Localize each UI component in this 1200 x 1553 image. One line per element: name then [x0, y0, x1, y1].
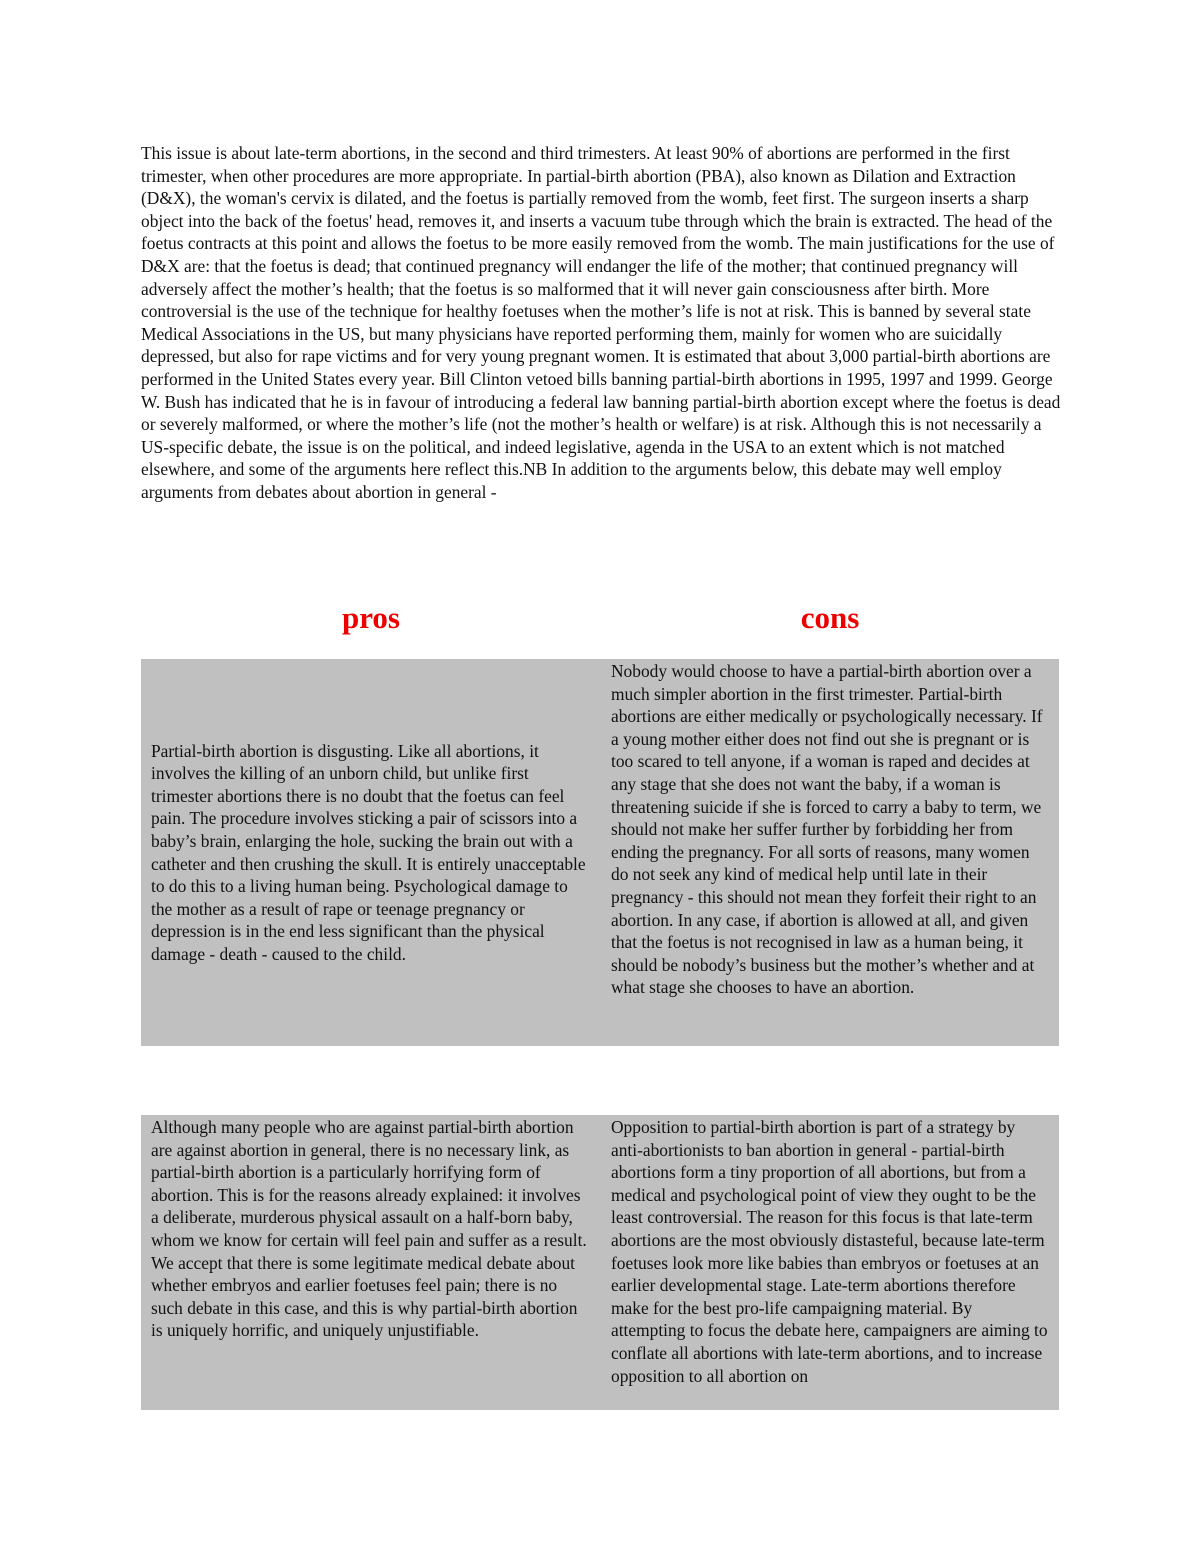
con-argument-text: Opposition to partial-birth abortion is part of a strategy by anti-abortionists to ban abortion in general - partial-birth abortions form a tiny proportion of all abortions, but from a medical and psychological point of view they ought to be the least controversial. The reason for this focus is that late-term abortions are the most obviously distasteful, because late-term foetuses look more like babies than embryos or foetuses at an earlier developmental stage. Late-term abortions therefore make for the best pro-life campaigning material. By attempting to focus the debate here, campaigners are aiming to conflate all abortions with late-term abortions, and to increase opposition to all abortion on [611, 1117, 1048, 1386]
pro-argument-text: Partial-birth abortion is disgusting. Like all abortions, it involves the killing of an unborn child, but unlike first trimester abortions there is no doubt that the foetus can feel pain. The procedure involves sticking a pair of scissors into a baby’s brain, enlarging the hole, sucking the brain out with a catheter and then crushing the skull. It is entirely unacceptable to do this to a living human being. Psychological damage to the mother as a result of rape or teenage pregnancy or depression is in the end less significant than the physical damage - death - caused to the child. [151, 740, 586, 964]
con-argument-cell [601, 1115, 1059, 1410]
intro-paragraph: This issue is about late-term abortions, in the second and third trimesters. At least 90% of abortions are performed in the first trimester, when other procedures are more appropriate. In partial-birth abortion (PBA), also known as Dilation and Extraction (D&X), the woman's cervix is dilated, and the foetus is partially removed from the womb, feet first. The surgeon inserts a sharp object into the back of the foetus' head, removes it, and inserts a vacuum tube through which the brain is extracted. The head of the foetus contracts at this point and allows the foetus to be more easily removed from the womb. The main justifications for the use of D&X are: that the foetus is dead; that continued pregnancy will endanger the life of the mother; that continued pregnancy will adversely affect the mother’s health; that the foetus is so malformed that it will never gain consciousness after birth. More controversial is the use of the technique for healthy foetuses when the mother’s life is not at risk. This is banned by several state Medical Associations in the US, but many physicians have reported performing them, mainly for women who are suicidally depressed, but also for rape victims and for very young pregnant women. It is estimated that about 3,000 partial-birth abortions are performed in the United States every year. Bill Clinton vetoed bills banning partial-birth abortions in 1995, 1997 and 1999. George W. Bush has indicated that he is in favour of introducing a federal law banning partial-birth abortion except where the foetus is dead or severely malformed, or where the mother’s life (not the mother’s health or welfare) is at risk. Although this is not necessarily a US-specific debate, the issue is on the political, and indeed legislative, agenda in the USA to an extent which is not matched elsewhere, and some of the arguments here reflect this.NB In addition to the arguments below, this debate may well employ arguments from debates about abortion in general - [141, 143, 1061, 502]
pros-heading: pros [341, 600, 400, 635]
pro-argument-cell [141, 1115, 601, 1410]
argument-row-2 [141, 1115, 1059, 1410]
con-argument-text: Nobody would choose to have a partial-birth abortion over a much simpler abortion in the first trimester. Partial-birth abortions are either medically or psychologically necessary. If a young mother either does not find out she is pregnant or is too scared to tell anyone, if a woman is raped and decides at any stage that she does not want the baby, if a woman is threatening suicide if she is forced to carry a baby to term, we should not make her suffer further by forbidding her from ending the pregnancy. For all sorts of reasons, many women do not seek any kind of medical help until late in their pregnancy - this should not mean they forfeit their right to an abortion. In any case, if abortion is allowed at all, and given that the foetus is not recognised in law as a human being, it should be nobody’s business but the mother’s whether and at what stage she chooses to have an abortion. [611, 661, 1043, 998]
pro-argument-text: Although many people who are against partial-birth abortion are against abortion in general, there is no necessary link, as partial-birth abortion is a particularly horrifying form of abortion. This is for the reasons already explained: it involves a deliberate, murderous physical assault on a half-born baby, whom we know for certain will feel pain and suffer as a result. We accept that there is some legitimate medical debate about whether embryos and earlier foetuses feel pain; there is no such debate in this case, and this is why partial-birth abortion is uniquely horrific, and uniquely unjustifiable. [151, 1117, 587, 1341]
argument-row-1 [141, 659, 1059, 1046]
con-argument-cell [601, 659, 1059, 1046]
pro-argument-cell [141, 659, 601, 1046]
cons-heading: cons [800, 600, 860, 635]
